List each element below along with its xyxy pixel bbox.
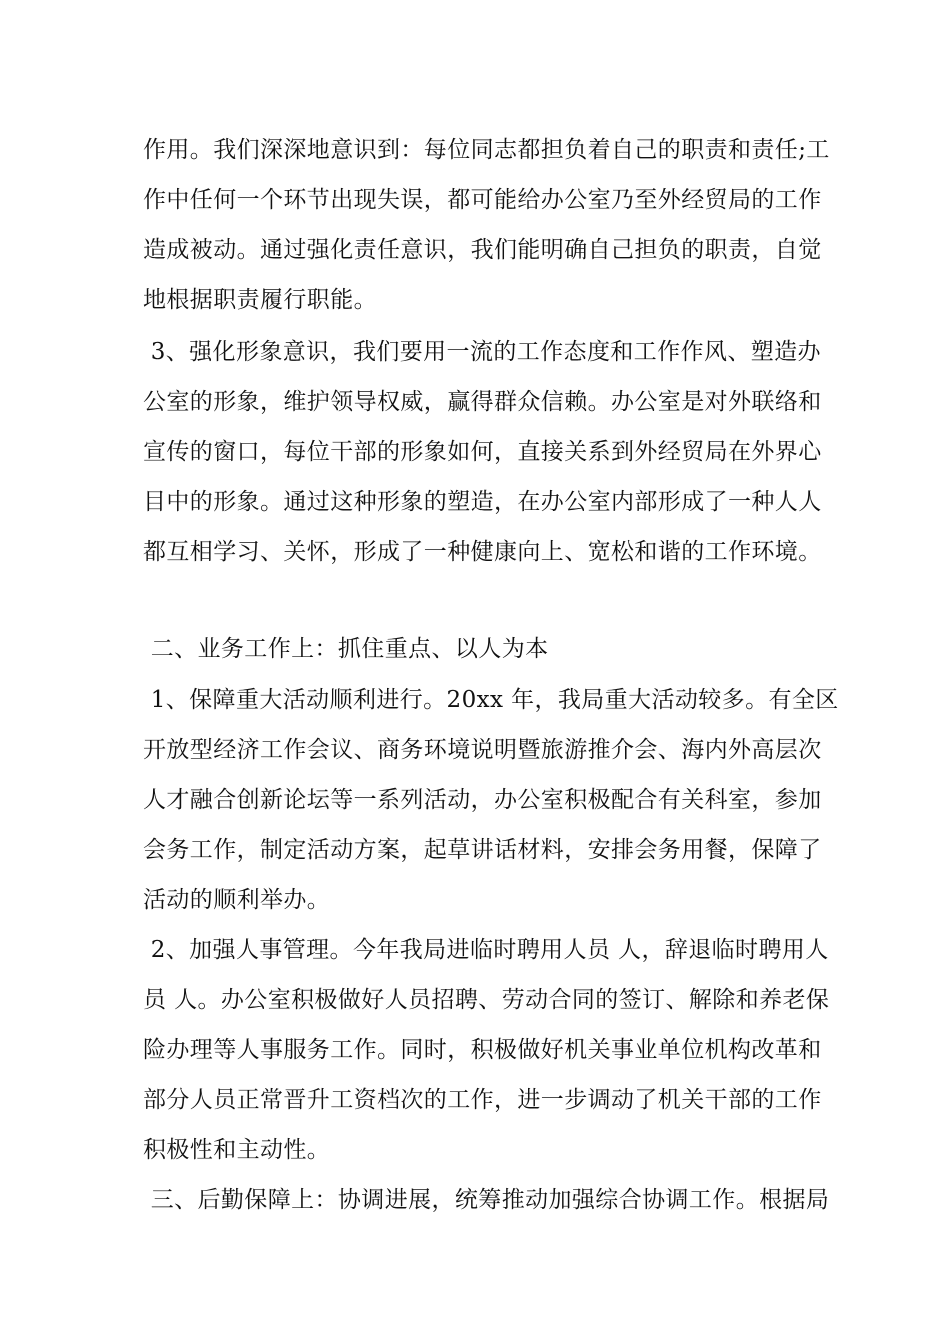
text-line-3: 造成被动。通过强化责任意识，我们能明确自己担负的职责，自觉 [143, 237, 822, 263]
text-line-4: 地根据职责履行职能。 [143, 287, 377, 313]
text-line-18: 险办理等人事服务工作。同时，积极做好机关事业单位机构改革和 [143, 1037, 822, 1063]
text-line-9: 都互相学习、关怀，形成了一种健康向上、宽松和谐的工作环境。 [143, 539, 822, 565]
text-line-6: 公室的形象，维护领导权威，赢得群众信赖。办公室是对外联络和 [143, 389, 822, 415]
text-line-2: 作中任何一个环节出现失误，都可能给办公室乃至外经贸局的工作 [143, 187, 822, 213]
section-heading-business: 二、业务工作上：抓住重点、以人为本 [143, 636, 549, 662]
text-line-7: 宣传的窗口，每位干部的形象如何，直接关系到外经贸局在外界心 [143, 439, 822, 465]
text-line-8: 目中的形象。通过这种形象的塑造，在办公室内部形成了一种人人 [143, 489, 822, 515]
section-heading-logistics: 三、后勤保障上：协调进展，统筹推动加强综合协调工作。根据局 [143, 1187, 830, 1213]
text-line-1: 作用。我们深深地意识到：每位同志都担负着自己的职责和责任;工 [143, 137, 830, 163]
text-line-15: 活动的顺利举办。 [143, 887, 331, 913]
text-line-13: 人才融合创新论坛等一系列活动，办公室积极配合有关科室，参加 [143, 787, 822, 813]
text-line-16: 2、加强人事管理。今年我局进临时聘用人员 人，辞退临时聘用人 [143, 937, 829, 963]
text-line-12: 开放型经济工作会议、商务环境说明暨旅游推介会、海内外高层次 [143, 737, 822, 763]
text-line-5: 3、强化形象意识，我们要用一流的工作态度和工作作风、塑造办 [143, 339, 821, 365]
text-line-14: 会务工作，制定活动方案，起草讲话材料，安排会务用餐，保障了 [143, 837, 822, 863]
text-line-19: 部分人员正常晋升工资档次的工作，进一步调动了机关干部的工作 [143, 1087, 822, 1113]
text-line-11: 1、保障重大活动顺利进行。20xx 年，我局重大活动较多。有全区 [143, 687, 839, 713]
text-line-17: 员 人。办公室积极做好人员招聘、劳动合同的签订、解除和养老保 [143, 987, 830, 1013]
text-line-20: 积极性和主动性。 [143, 1137, 331, 1163]
